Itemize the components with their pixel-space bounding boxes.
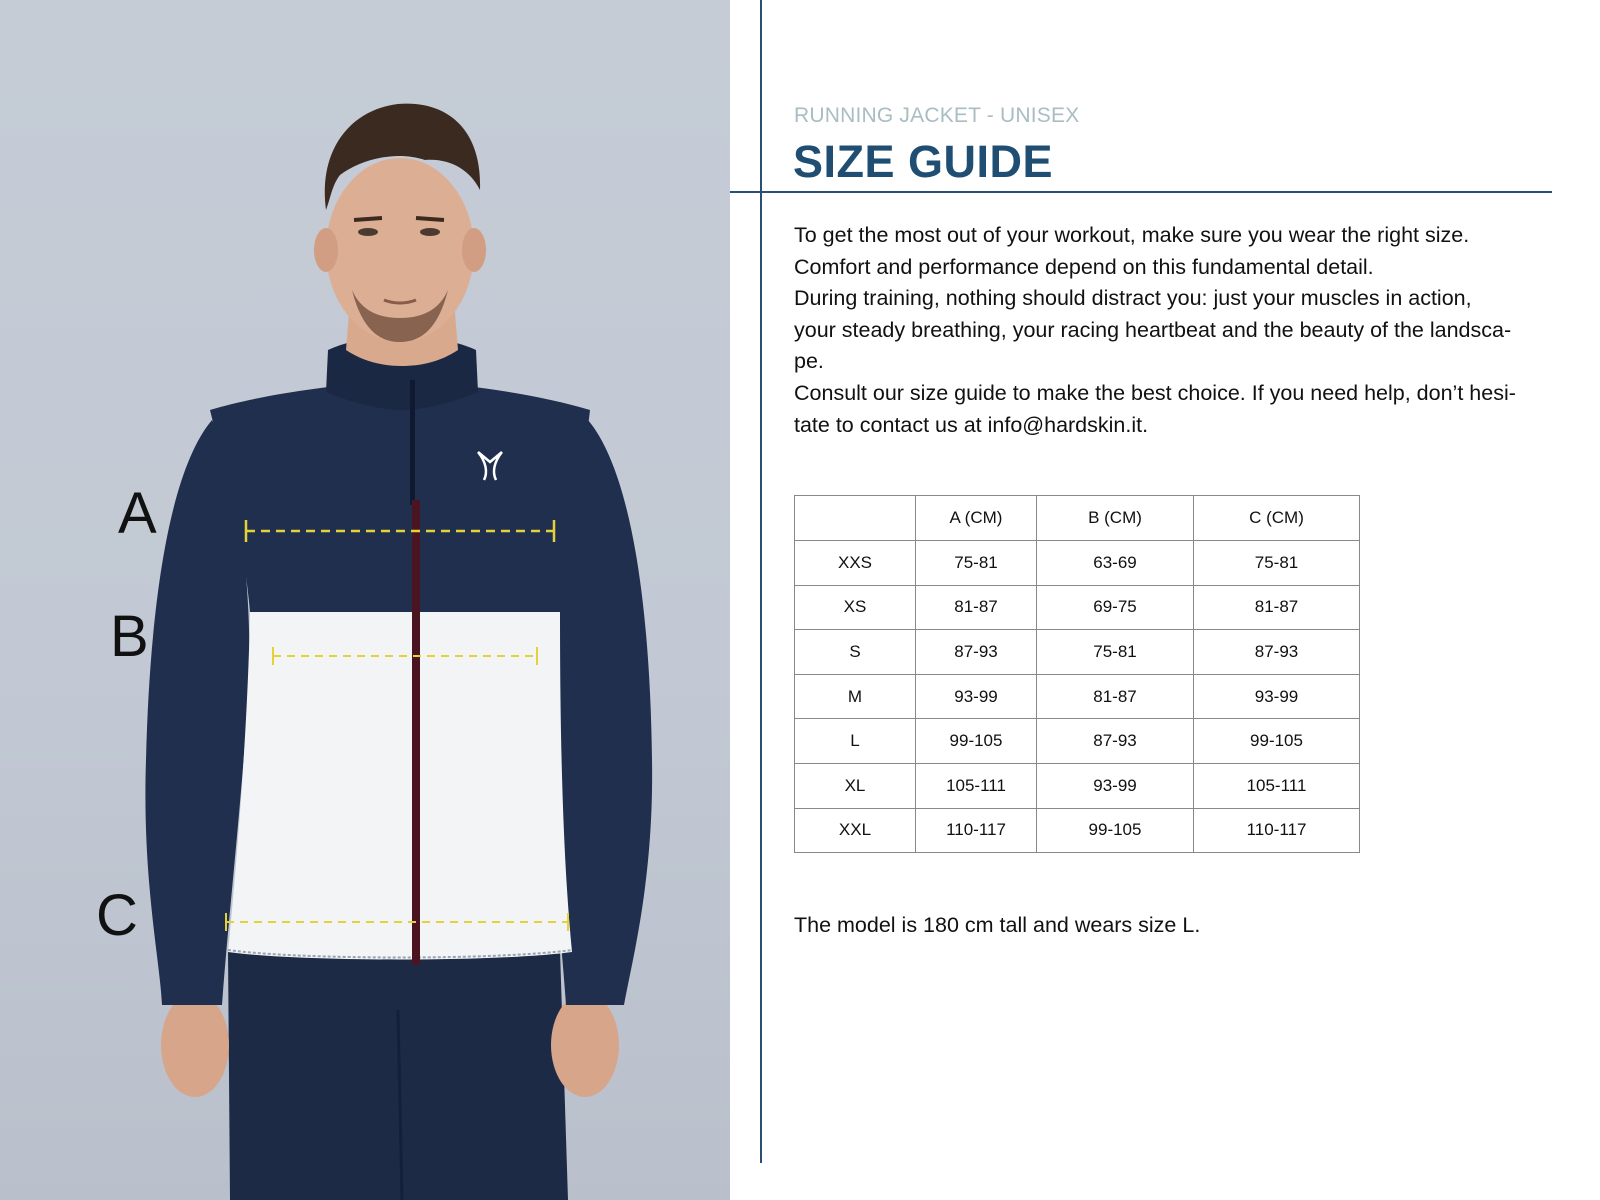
table-row xyxy=(795,585,1360,630)
size-cell: XS xyxy=(795,585,916,630)
table-row xyxy=(795,541,1360,586)
table-header-cell: A (CM) xyxy=(916,496,1037,541)
intro-line: Consult our size guide to make the best choice. If you need help, don’t hesi- xyxy=(794,380,1516,405)
table-cell: 110-117 xyxy=(916,808,1037,853)
table-header-cell: B (CM) xyxy=(1037,496,1194,541)
size-cell: S xyxy=(795,630,916,675)
page-title: SIZE GUIDE xyxy=(793,136,1054,187)
size-cell: XXL xyxy=(795,808,916,853)
table-cell: 87-93 xyxy=(916,630,1037,675)
table-header-cell xyxy=(795,496,916,541)
measurement-label-a: A xyxy=(118,481,157,546)
model-size-note: The model is 180 cm tall and wears size L. xyxy=(794,913,1201,937)
table-cell: 105-111 xyxy=(1194,763,1360,808)
table-cell: 93-99 xyxy=(916,674,1037,719)
intro-text xyxy=(794,220,1554,441)
model-photo xyxy=(0,0,730,1200)
intro-line: During training, nothing should distract you: just your muscles in action, xyxy=(794,286,1472,311)
table-row xyxy=(795,719,1360,764)
table-header-cell: C (CM) xyxy=(1194,496,1360,541)
intro-line: To get the most out of your workout, make sure you wear the right size. xyxy=(794,223,1470,247)
table-cell: 63-69 xyxy=(1037,541,1194,586)
table-cell: 69-75 xyxy=(1037,585,1194,630)
table-cell: 81-87 xyxy=(1037,674,1194,719)
table-row xyxy=(795,630,1360,675)
intro-line: Comfort and performance depend on this fundamental detail. xyxy=(794,254,1374,279)
table-cell: 81-87 xyxy=(1194,585,1360,630)
table-cell: 105-111 xyxy=(916,763,1037,808)
size-table xyxy=(794,495,1360,853)
table-cell: 99-105 xyxy=(916,719,1037,764)
horizontal-divider xyxy=(730,191,1552,193)
table-cell: 75-81 xyxy=(1194,541,1360,586)
table-cell: 99-105 xyxy=(1194,719,1360,764)
vertical-divider xyxy=(760,0,762,1163)
table-cell: 87-93 xyxy=(1037,719,1194,764)
measurement-label-b: B xyxy=(110,604,149,669)
intro-line: pe. xyxy=(794,349,824,374)
table-cell: 87-93 xyxy=(1194,630,1360,675)
table-cell: 99-105 xyxy=(1037,808,1194,853)
table-cell: 93-99 xyxy=(1194,674,1360,719)
table-cell: 93-99 xyxy=(1037,763,1194,808)
intro-line: your steady breathing, your racing heartbeat and the beauty of the landsca- xyxy=(794,317,1512,342)
table-row xyxy=(795,808,1360,853)
product-subtitle: RUNNING JACKET - UNISEX xyxy=(794,104,1080,127)
measurement-label-c: C xyxy=(96,883,138,948)
size-cell: L xyxy=(795,719,916,764)
table-cell: 75-81 xyxy=(1037,630,1194,675)
model-illustration xyxy=(0,0,730,1200)
size-cell: M xyxy=(795,674,916,719)
table-cell: 81-87 xyxy=(916,585,1037,630)
size-cell: XL xyxy=(795,763,916,808)
intro-line: tate to contact us at info@hardskin.it. xyxy=(794,412,1149,437)
table-cell: 110-117 xyxy=(1194,808,1360,853)
table-header-row xyxy=(795,496,1360,541)
table-row xyxy=(795,763,1360,808)
size-cell: XXS xyxy=(795,541,916,586)
table-cell: 75-81 xyxy=(916,541,1037,586)
table-row xyxy=(795,674,1360,719)
